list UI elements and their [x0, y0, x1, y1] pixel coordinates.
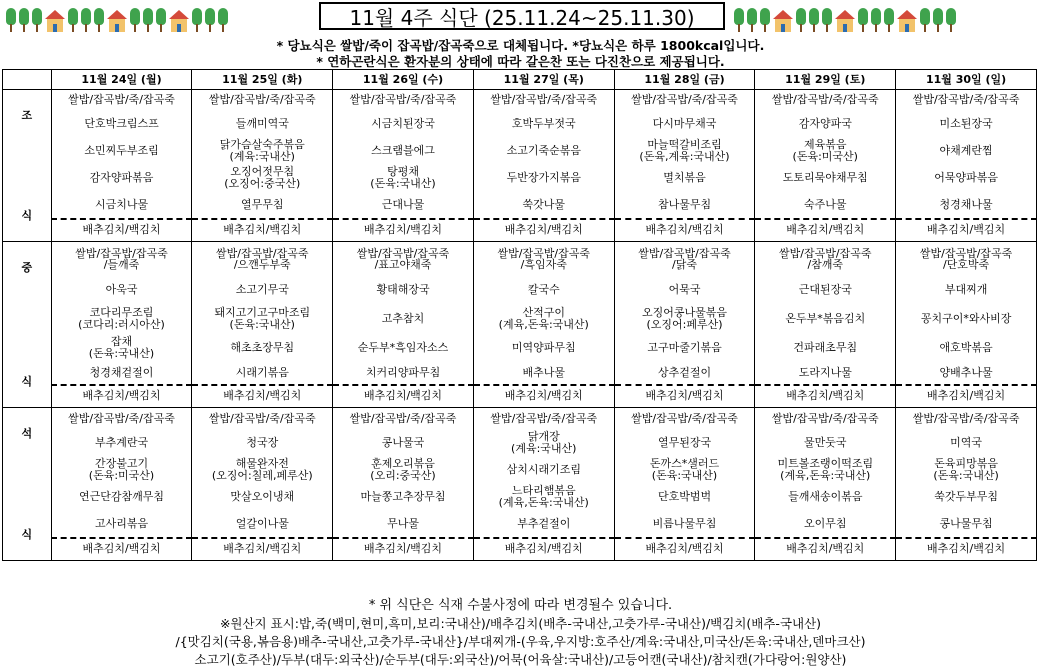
menu-cell: 시금치된장국 [333, 111, 474, 138]
menu-cell: 청경채겉절이 [51, 362, 192, 385]
menu-cell: 호박두부젓국 [473, 111, 614, 138]
tree-icon [19, 8, 29, 32]
menu-cell: 훈제오리볶음 (오리:중국산) [333, 457, 474, 484]
menu-cell: 돈육피망볶음 (돈육:국내산) [896, 457, 1037, 484]
menu-cell: 물만둣국 [755, 430, 896, 457]
page-title: 11월 4주 식단 (25.11.24~25.11.30) [319, 2, 725, 30]
menu-row [3, 165, 1037, 192]
menu-row [3, 484, 1037, 511]
notice-dysphagia: * 연하곤란식은 환자분의 상태에 따라 갈은찬 또는 다진찬으로 제공됩니다. [316, 54, 725, 69]
menu-cell: 쌀밥/잡곡밥/죽/잡곡죽 [896, 90, 1037, 111]
menu-cell: 쌀밥/잡곡밥/잡곡죽 /닭죽 [614, 242, 755, 277]
menu-cell: 시래기볶음 [192, 362, 333, 385]
menu-cell: 양배추나물 [896, 362, 1037, 385]
meal-label-bottom: 식 [21, 528, 33, 542]
menu-cell: 쌀밥/잡곡밥/죽/잡곡죽 [333, 408, 474, 430]
menu-cell: 쌀밥/잡곡밥/죽/잡곡죽 [614, 408, 755, 430]
menu-cell: 미역국 [896, 430, 1037, 457]
menu-cell: 잡채 (돈육:국내산) [51, 335, 192, 362]
meal-label-bottom: 식 [21, 375, 33, 389]
tree-icon [871, 8, 881, 32]
menu-cell: 배추나물 [473, 362, 614, 385]
menu-cell: 마늘떡갈비조림 (돈육,계육:국내산) [614, 138, 755, 165]
menu-cell: 닭개장 (계육:국내산) [473, 430, 614, 457]
menu-cell: 쌀밥/잡곡밥/죽/잡곡죽 [473, 408, 614, 430]
menu-row [3, 511, 1037, 538]
menu-cell: 맛살오이냉채 [192, 484, 333, 511]
menu-row [3, 111, 1037, 138]
tree-icon [796, 8, 806, 32]
menu-cell: 청국장 [192, 430, 333, 457]
menu-cell: 배추김치/백김치 [192, 385, 333, 408]
menu-cell: 배추김치/백김치 [896, 538, 1037, 561]
menu-cell: 소고기무국 [192, 277, 333, 304]
meal-label [3, 242, 52, 408]
tree-icon [760, 8, 770, 32]
tree-icon [130, 8, 140, 32]
menu-cell: 부대찌개 [896, 277, 1037, 304]
origin-line-2: /{맛김치(국용,볶음용)배추-국내산,고춧가루-국내산}/부대찌개-(우육,우지방:호주산/계육:국내산,미국산/돈육:국내산,덴마크산) [175, 634, 866, 649]
menu-row [3, 335, 1037, 362]
menu-cell: 감자양파볶음 [51, 165, 192, 192]
menu-cell: 순두부*흑임자소스 [333, 335, 474, 362]
menu-row [3, 90, 1037, 111]
day-header: 11월 27일 (목) [473, 70, 614, 90]
decoration-right [734, 4, 956, 32]
menu-cell: 감자양파국 [755, 111, 896, 138]
menu-cell: 미역양파무침 [473, 335, 614, 362]
menu-cell: 쌀밥/잡곡밥/죽/잡곡죽 [333, 90, 474, 111]
tree-icon [747, 8, 757, 32]
menu-row [3, 192, 1037, 219]
menu-row [3, 277, 1037, 304]
menu-row [3, 538, 1037, 561]
menu-cell: 다시마무채국 [614, 111, 755, 138]
menu-cell: 미트볼조랭이떡조림 (계육,돈육:국내산) [755, 457, 896, 484]
menu-cell: 배추김치/백김치 [755, 538, 896, 561]
menu-cell: 콩나물국 [333, 430, 474, 457]
menu-cell: 배추김치/백김치 [755, 385, 896, 408]
meal-label-bottom: 식 [21, 209, 33, 223]
menu-cell: 닭가슴살숙주볶음 (계육:국내산) [192, 138, 333, 165]
menu-cell: 쌀밥/잡곡밥/죽/잡곡죽 [896, 408, 1037, 430]
menu-cell: 쌀밥/잡곡밥/잡곡죽 /참깨죽 [755, 242, 896, 277]
menu-cell: 배추김치/백김치 [896, 219, 1037, 242]
menu-cell: 청경채나물 [896, 192, 1037, 219]
menu-cell: 들깨새송이볶음 [755, 484, 896, 511]
menu-cell: 삼치시래기조림 [473, 457, 614, 484]
house-icon [169, 10, 189, 32]
day-header-row [3, 70, 1037, 90]
menu-cell: 오이무침 [755, 511, 896, 538]
origin-line-3: 소고기(호주산)/두부(대두:외국산)/순두부(대두:외국산)/어묵(어육살:국내산)/고등어캔(국내산)/참치캔(가다랑어:원양산) [194, 652, 847, 667]
tree-icon [68, 8, 78, 32]
menu-cell: 고구마줄기볶음 [614, 335, 755, 362]
menu-cell: 배추김치/백김치 [896, 385, 1037, 408]
menu-cell: 멸치볶음 [614, 165, 755, 192]
menu-cell: 어묵국 [614, 277, 755, 304]
menu-cell: 배추김치/백김치 [333, 538, 474, 561]
house-icon [107, 10, 127, 32]
menu-cell: 쌀밥/잡곡밥/잡곡죽 /으깬두부죽 [192, 242, 333, 277]
menu-cell: 쌀밥/잡곡밥/죽/잡곡죽 [473, 90, 614, 111]
menu-cell: 쌀밥/잡곡밥/잡곡죽 /표고야채죽 [333, 242, 474, 277]
change-notice: * 위 식단은 식재 수불사정에 따라 변경될수 있습니다. [368, 598, 673, 613]
tree-icon [734, 8, 744, 32]
menu-cell: 느타리햄볶음 (계육,돈육:국내산) [473, 484, 614, 511]
menu-cell: 오징어젓무침 (오징어:중국산) [192, 165, 333, 192]
menu-cell: 쌀밥/잡곡밥/죽/잡곡죽 [51, 408, 192, 430]
tree-icon [933, 8, 943, 32]
menu-row [3, 385, 1037, 408]
menu-row [3, 304, 1037, 335]
menu-cell: 쌀밥/잡곡밥/죽/잡곡죽 [755, 408, 896, 430]
menu-cell: 탕평채 (돈육:국내산) [333, 165, 474, 192]
menu-cell: 쌀밥/잡곡밥/죽/잡곡죽 [755, 90, 896, 111]
tree-icon [32, 8, 42, 32]
menu-cell: 배추김치/백김치 [755, 219, 896, 242]
menu-cell: 건파래초무침 [755, 335, 896, 362]
menu-cell: 미소된장국 [896, 111, 1037, 138]
menu-row [3, 219, 1037, 242]
menu-cell: 숙주나물 [755, 192, 896, 219]
menu-cell: 고추참치 [333, 304, 474, 335]
menu-cell: 쌀밥/잡곡밥/잡곡죽 /단호박죽 [896, 242, 1037, 277]
menu-cell: 배추김치/백김치 [614, 219, 755, 242]
meal-label [3, 408, 52, 561]
menu-cell: 쑥갓두부무침 [896, 484, 1037, 511]
house-icon [45, 10, 65, 32]
menu-cell: 어묵양파볶음 [896, 165, 1037, 192]
menu-cell: 부추계란국 [51, 430, 192, 457]
tree-icon [156, 8, 166, 32]
corner-cell [3, 70, 52, 90]
menu-cell: 코다리무조림 (코다리:러시아산) [51, 304, 192, 335]
menu-cell: 배추김치/백김치 [51, 385, 192, 408]
header-decoration [0, 0, 1041, 36]
tree-icon [6, 8, 16, 32]
menu-cell: 비름나물무침 [614, 511, 755, 538]
menu-cell: 돼지고기고구마조림 (돈육:국내산) [192, 304, 333, 335]
menu-cell: 부추겉절이 [473, 511, 614, 538]
tree-icon [809, 8, 819, 32]
menu-cell: 배추김치/백김치 [473, 538, 614, 561]
meal-label [3, 90, 52, 242]
menu-cell: 배추김치/백김치 [473, 385, 614, 408]
menu-cell: 배추김치/백김치 [51, 538, 192, 561]
menu-cell: 연근단감참깨무침 [51, 484, 192, 511]
decoration-left [6, 4, 228, 32]
menu-row [3, 362, 1037, 385]
menu-cell: 쌀밥/잡곡밥/죽/잡곡죽 [192, 90, 333, 111]
menu-cell: 배추김치/백김치 [51, 219, 192, 242]
menu-cell: 도라지나물 [755, 362, 896, 385]
menu-cell: 배추김치/백김치 [333, 219, 474, 242]
menu-cell: 마늘쫑고추장무침 [333, 484, 474, 511]
menu-cell: 열무된장국 [614, 430, 755, 457]
menu-cell: 도토리묵야채무침 [755, 165, 896, 192]
menu-cell: 쑥갓나물 [473, 192, 614, 219]
menu-cell: 간장불고기 (돈육:미국산) [51, 457, 192, 484]
menu-cell: 스크램블에그 [333, 138, 474, 165]
meal-label-top: 중 [21, 261, 33, 274]
menu-cell: 두반장가지볶음 [473, 165, 614, 192]
origin-line-1: ※원산지 표시:밥,죽(백미,현미,흑미,보리:국내산)/배추김치(배추-국내산,고춧가루-국내산)/백김치(배추-국내산) [219, 616, 822, 631]
menu-cell: 들깨미역국 [192, 111, 333, 138]
day-header: 11월 24일 (월) [51, 70, 192, 90]
menu-cell: 배추김치/백김치 [333, 385, 474, 408]
menu-cell: 배추김치/백김치 [473, 219, 614, 242]
menu-cell: 쌀밥/잡곡밥/잡곡죽 /흑임자죽 [473, 242, 614, 277]
menu-cell: 배추김치/백김치 [614, 538, 755, 561]
menu-cell: 근대된장국 [755, 277, 896, 304]
day-header: 11월 26일 (수) [333, 70, 474, 90]
menu-cell: 온두부*볶음김치 [755, 304, 896, 335]
day-header: 11월 29일 (토) [755, 70, 896, 90]
tree-icon [192, 8, 202, 32]
menu-cell: 열무무침 [192, 192, 333, 219]
menu-cell: 배추김치/백김치 [192, 219, 333, 242]
menu-cell: 쌀밥/잡곡밥/죽/잡곡죽 [614, 90, 755, 111]
day-header: 11월 28일 (금) [614, 70, 755, 90]
menu-cell: 참나물무침 [614, 192, 755, 219]
menu-cell: 애호박볶음 [896, 335, 1037, 362]
menu-cell: 제육볶음 (돈육:미국산) [755, 138, 896, 165]
tree-icon [858, 8, 868, 32]
menu-cell: 해초초장무침 [192, 335, 333, 362]
house-icon [773, 10, 793, 32]
tree-icon [81, 8, 91, 32]
menu-cell: 해물완자전 (오징어:칠레,페루산) [192, 457, 333, 484]
notice-diabetic: * 당뇨식은 쌀밥/죽이 잡곡밥/잡곡죽으로 대체됩니다. *당뇨식은 하루 1800kcal입니다. [276, 38, 765, 53]
day-header: 11월 25일 (화) [192, 70, 333, 90]
menu-cell: 쌀밥/잡곡밥/죽/잡곡죽 [192, 408, 333, 430]
tree-icon [218, 8, 228, 32]
house-icon [835, 10, 855, 32]
menu-cell: 황태해장국 [333, 277, 474, 304]
menu-cell: 꽁치구이*와사비장 [896, 304, 1037, 335]
menu-cell: 콩나물무침 [896, 511, 1037, 538]
menu-table [2, 69, 1037, 561]
menu-row [3, 408, 1037, 430]
tree-icon [205, 8, 215, 32]
tree-icon [822, 8, 832, 32]
menu-cell: 상추겉절이 [614, 362, 755, 385]
menu-cell: 배추김치/백김치 [614, 385, 755, 408]
menu-cell: 시금치나물 [51, 192, 192, 219]
menu-cell: 돈까스*샐러드 (돈육:국내산) [614, 457, 755, 484]
tree-icon [143, 8, 153, 32]
tree-icon [884, 8, 894, 32]
menu-cell: 산적구이 (계육,돈육:국내산) [473, 304, 614, 335]
menu-cell: 고사리볶음 [51, 511, 192, 538]
menu-cell: 야채계란찜 [896, 138, 1037, 165]
menu-cell: 칼국수 [473, 277, 614, 304]
menu-cell: 쌀밥/잡곡밥/죽/잡곡죽 [51, 90, 192, 111]
menu-row [3, 430, 1037, 457]
menu-cell: 단호박크림스프 [51, 111, 192, 138]
tree-icon [94, 8, 104, 32]
menu-cell: 단호박범벅 [614, 484, 755, 511]
menu-row [3, 457, 1037, 484]
menu-cell: 쌀밥/잡곡밥/잡곡죽 /들깨죽 [51, 242, 192, 277]
menu-cell: 무나물 [333, 511, 474, 538]
meal-label-top: 석 [21, 427, 33, 440]
menu-cell: 치커리양파무침 [333, 362, 474, 385]
menu-cell: 소민찌두부조림 [51, 138, 192, 165]
tree-icon [920, 8, 930, 32]
menu-cell: 얼갈이나물 [192, 511, 333, 538]
menu-cell: 아욱국 [51, 277, 192, 304]
menu-cell: 배추김치/백김치 [192, 538, 333, 561]
tree-icon [946, 8, 956, 32]
menu-cell: 소고기죽순볶음 [473, 138, 614, 165]
house-icon [897, 10, 917, 32]
menu-cell: 오징어콩나물볶음 (오징어:페루산) [614, 304, 755, 335]
menu-row [3, 138, 1037, 165]
meal-label-top: 조 [21, 109, 33, 122]
menu-cell: 근대나물 [333, 192, 474, 219]
menu-row [3, 242, 1037, 277]
day-header: 11월 30일 (일) [896, 70, 1037, 90]
